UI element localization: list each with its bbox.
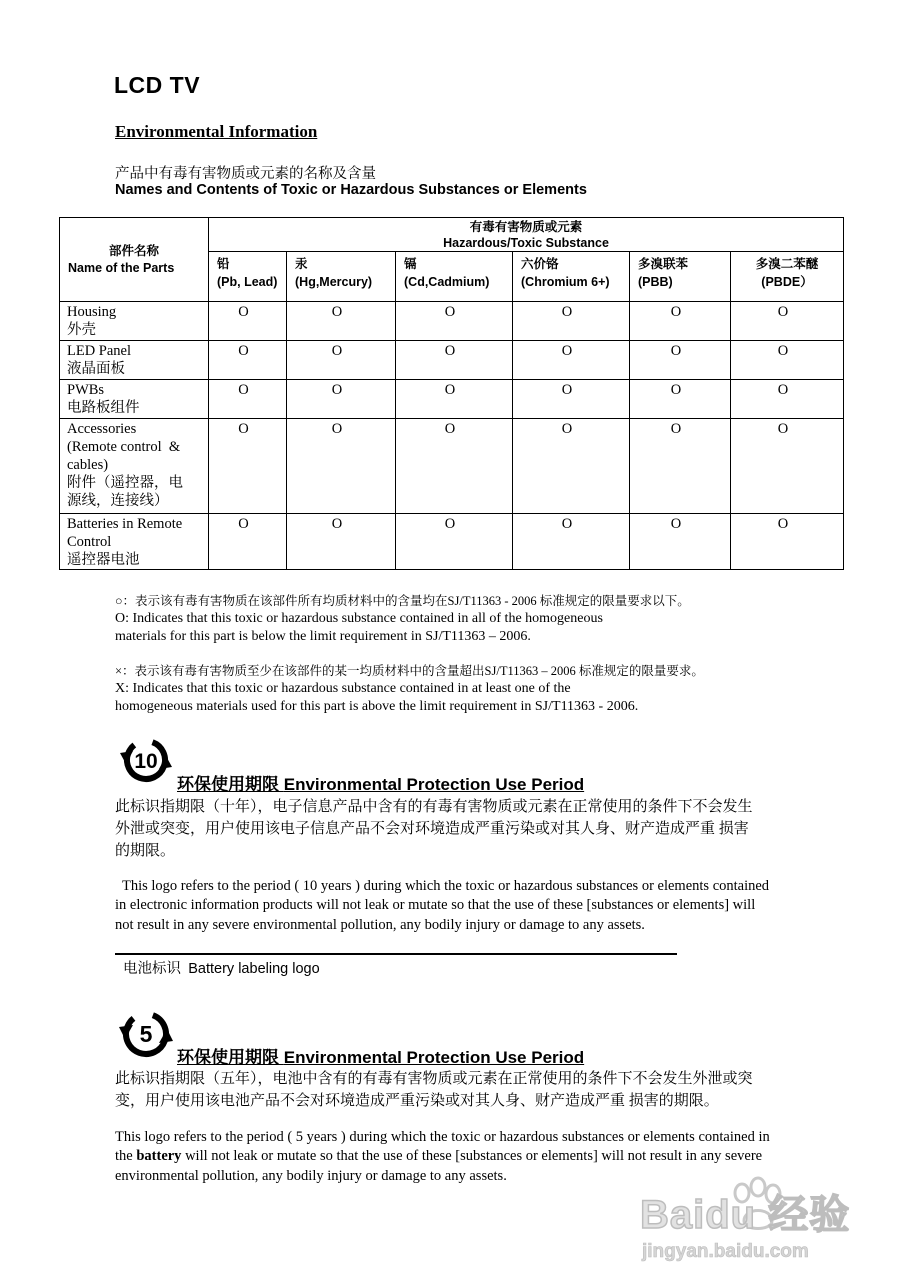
- period-tv-cn-line-1: 此标识指期限（十年），电子信息产品中含有的有毒有害物质或元素在正常使用的条件下不会发生: [115, 799, 753, 815]
- part-line: 外壳: [67, 322, 96, 338]
- part-line: 遥控器电池: [67, 552, 140, 568]
- mark-value: O: [777, 421, 789, 437]
- part-name-cell: [60, 380, 209, 419]
- table-header-group-row: [60, 218, 844, 252]
- mark-cell: [396, 302, 513, 341]
- mark-value: O: [777, 516, 789, 532]
- mark-value: O: [561, 516, 573, 532]
- period-tv-cn-line-2: 外泄或突变，用户使用该电子信息产品不会对环境造成严重污染或对其人身、财产造成严重 损害: [115, 821, 749, 837]
- mark-cell: [731, 419, 844, 514]
- part-name-cell: [60, 514, 209, 570]
- mark-value: O: [444, 421, 456, 437]
- mark-value: O: [444, 516, 456, 532]
- substance-header-en: (Chromium 6+): [521, 275, 610, 289]
- substance-header-en: (Pb, Lead): [217, 275, 278, 289]
- part-line: 附件（遥控器，电: [67, 475, 183, 491]
- battery-label-cn: 电池标识: [123, 961, 181, 977]
- note-x-en-line-2: homogeneous materials used for this part is above the limit requirement in SJ/T11363 - 2006.: [115, 699, 639, 714]
- table-subtitle-cn: 产品中有毒有害物质或元素的名称及含量: [115, 166, 376, 182]
- period-heading-en: Environmental Protection Use Period: [283, 1048, 585, 1067]
- substance-header-cn: 多溴联苯: [638, 257, 689, 271]
- period-heading-cn: 环保使用期限: [177, 1048, 279, 1067]
- period-tv-en-line-3: not result in any severe environmental pollution, any bodily injury or damage to any assets.: [115, 917, 645, 933]
- mark-cell: [287, 514, 396, 570]
- substance-group-header-cn: 有毒有害物质或元素: [469, 219, 583, 234]
- mark-value: O: [238, 343, 249, 359]
- substance-header-en: (PBB): [638, 275, 673, 289]
- part-line: Accessories: [67, 421, 137, 437]
- five-year-period-logo-icon: [117, 1008, 175, 1060]
- mark-cell: [287, 302, 396, 341]
- battery-label: [123, 957, 320, 978]
- mark-cell: [513, 514, 630, 570]
- substance-header-lead: [209, 252, 287, 302]
- mark-cell: [630, 419, 731, 514]
- watermark-url: jingyan.baidu.com: [642, 1241, 809, 1262]
- mark-cell: [630, 380, 731, 419]
- mark-value: O: [561, 421, 573, 437]
- mark-value: O: [331, 304, 343, 320]
- mark-value: O: [238, 382, 249, 398]
- mark-cell: [630, 341, 731, 380]
- parts-header-cn: 部件名称: [108, 243, 159, 258]
- period-heading-cn: 环保使用期限: [177, 775, 279, 794]
- period-heading-tv: [177, 770, 584, 795]
- mark-value: O: [331, 421, 343, 437]
- mark-value: O: [561, 343, 573, 359]
- period-battery-en-line-1: This logo refers to the period ( 5 years ) during which the toxic or hazardous substances or elements contained in: [115, 1129, 770, 1145]
- mark-cell: [396, 380, 513, 419]
- table-row-housing: [60, 302, 844, 341]
- table-row-led-panel: [60, 341, 844, 380]
- part-line: Control: [67, 534, 112, 550]
- substance-header-mercury: [287, 252, 396, 302]
- battery-en-line-2-pre: the: [115, 1148, 137, 1164]
- section-divider: [115, 953, 677, 955]
- mark-value: O: [331, 382, 343, 398]
- mark-value: O: [670, 421, 682, 437]
- mark-value: O: [777, 304, 789, 320]
- mark-cell: [287, 341, 396, 380]
- substance-header-chromium: [513, 252, 630, 302]
- mark-cell: [396, 514, 513, 570]
- mark-value: O: [238, 421, 249, 437]
- mark-cell: [731, 302, 844, 341]
- substance-header-pbb: [630, 252, 731, 302]
- substance-header-cn: 汞: [295, 257, 308, 271]
- mark-value: O: [444, 304, 456, 320]
- mark-cell: [209, 380, 287, 419]
- substance-header-en: (Cd,Cadmium): [404, 275, 490, 289]
- note-o-en-line-1: O: Indicates that this toxic or hazardous substance contained in all of the homogeneous: [115, 611, 603, 626]
- substance-header-cn: 多溴二苯醚: [755, 257, 819, 271]
- mark-value: O: [444, 343, 456, 359]
- mark-value: O: [561, 304, 573, 320]
- mark-cell: [731, 341, 844, 380]
- mark-cell: [630, 514, 731, 570]
- logo-number: 5: [139, 1021, 153, 1047]
- battery-word-bold: battery: [136, 1148, 182, 1164]
- period-tv-en-line-1: This logo refers to the period ( 10 years ) during which the toxic or hazardous substances or elements contained: [115, 878, 770, 894]
- substance-header-pbde: [731, 252, 844, 302]
- mark-cell: [396, 341, 513, 380]
- part-line: 源线，连接线）: [67, 493, 169, 509]
- mark-cell: [287, 380, 396, 419]
- table-subtitle-en: Names and Contents of Toxic or Hazardous Substances or Elements: [115, 182, 587, 198]
- part-name-cell: [60, 302, 209, 341]
- watermark-brand: Baidu 经验: [640, 1193, 851, 1237]
- note-o-cn: ○：表示该有毒有害物质在该部件所有均质材料中的含量均在SJ/T11363 - 2006 标准规定的限量要求以下。: [115, 594, 690, 608]
- mark-value: O: [777, 343, 789, 359]
- part-line: Batteries in Remote: [67, 516, 183, 532]
- logo-number: 10: [134, 750, 158, 773]
- period-battery-cn-line-2: 变，用户使用该电池产品不会对环境造成严重污染或对其人身、财产造成严重 损害的期限。: [115, 1093, 719, 1109]
- battery-en-line-2-post: will not leak or mutate so that the use of these [substances or elements] will not result in any severe: [181, 1148, 763, 1164]
- mark-cell: [209, 419, 287, 514]
- table-row-batteries: [60, 514, 844, 570]
- substance-header-cn: 铅: [217, 257, 230, 271]
- note-x-en-line-1: X: Indicates that this toxic or hazardous substance contained in at least one of the: [115, 681, 571, 696]
- parts-column-header: [60, 218, 209, 302]
- mark-value: O: [238, 304, 249, 320]
- period-battery-en-line-3: environmental pollution, any bodily injury or damage to any assets.: [115, 1168, 507, 1184]
- parts-header-en: Name of the Parts: [68, 260, 175, 275]
- period-tv-en-line-2: in electronic information products will not leak or mutate so that the use of these [substances or elements] will: [115, 897, 756, 913]
- mark-cell: [209, 341, 287, 380]
- period-heading-battery: [177, 1043, 584, 1068]
- substance-header-cn: 六价铬: [521, 257, 559, 271]
- part-line: PWBs: [67, 382, 105, 398]
- environmental-information-heading: Environmental Information: [115, 122, 318, 141]
- mark-cell: [209, 514, 287, 570]
- part-line: cables): [67, 457, 109, 473]
- mark-cell: [287, 419, 396, 514]
- mark-value: O: [777, 382, 789, 398]
- part-line: Housing: [67, 304, 117, 320]
- mark-cell: [396, 419, 513, 514]
- substance-header-en: (PBDE）: [761, 275, 813, 289]
- part-line: (Remote control &: [67, 439, 181, 455]
- mark-value: O: [444, 382, 456, 398]
- mark-value: O: [331, 516, 343, 532]
- table-row-pwbs: [60, 380, 844, 419]
- period-battery-cn-line-1: 此标识指期限（五年），电池中含有的有毒有害物质或元素在正常使用的条件下不会发生外泄或突: [115, 1071, 753, 1087]
- note-o-en-line-2: materials for this part is below the limit requirement in SJ/T11363 – 2006.: [115, 629, 531, 644]
- baidu-jingyan-watermark: [640, 1163, 880, 1271]
- mark-value: O: [670, 343, 682, 359]
- mark-cell: [209, 302, 287, 341]
- part-name-cell: [60, 419, 209, 514]
- substance-group-header: [209, 218, 844, 252]
- mark-cell: [513, 419, 630, 514]
- part-line: 电路板组件: [67, 400, 140, 416]
- mark-cell: [731, 380, 844, 419]
- ten-year-period-logo-icon: [117, 735, 175, 785]
- mark-value: O: [331, 343, 343, 359]
- substance-header-cn: 镉: [404, 257, 417, 271]
- part-line: LED Panel: [67, 343, 132, 359]
- period-tv-cn-line-3: 的期限。: [115, 843, 176, 859]
- substance-group-header-en: Hazardous/Toxic Substance: [443, 235, 609, 250]
- mark-cell: [731, 514, 844, 570]
- substance-header-en: (Hg,Mercury): [295, 275, 373, 289]
- mark-value: O: [561, 382, 573, 398]
- battery-label-en: Battery labeling logo: [188, 961, 320, 977]
- mark-value: O: [670, 382, 682, 398]
- note-x-cn: ×：表示该有毒有害物质至少在该部件的某一均质材料中的含量超出SJ/T11363 – 2006 标准规定的限量要求。: [115, 664, 704, 678]
- part-name-cell: [60, 341, 209, 380]
- mark-value: O: [670, 304, 682, 320]
- document-title: LCD TV: [114, 72, 201, 98]
- mark-cell: [513, 380, 630, 419]
- table-row-accessories: [60, 419, 844, 514]
- mark-value: O: [670, 516, 682, 532]
- hazardous-substance-table: [59, 217, 844, 570]
- mark-cell: [630, 302, 731, 341]
- mark-value: O: [238, 516, 249, 532]
- mark-cell: [513, 341, 630, 380]
- substance-header-cadmium: [396, 252, 513, 302]
- period-heading-en: Environmental Protection Use Period: [283, 775, 585, 794]
- part-line: 液晶面板: [67, 361, 125, 377]
- mark-cell: [513, 302, 630, 341]
